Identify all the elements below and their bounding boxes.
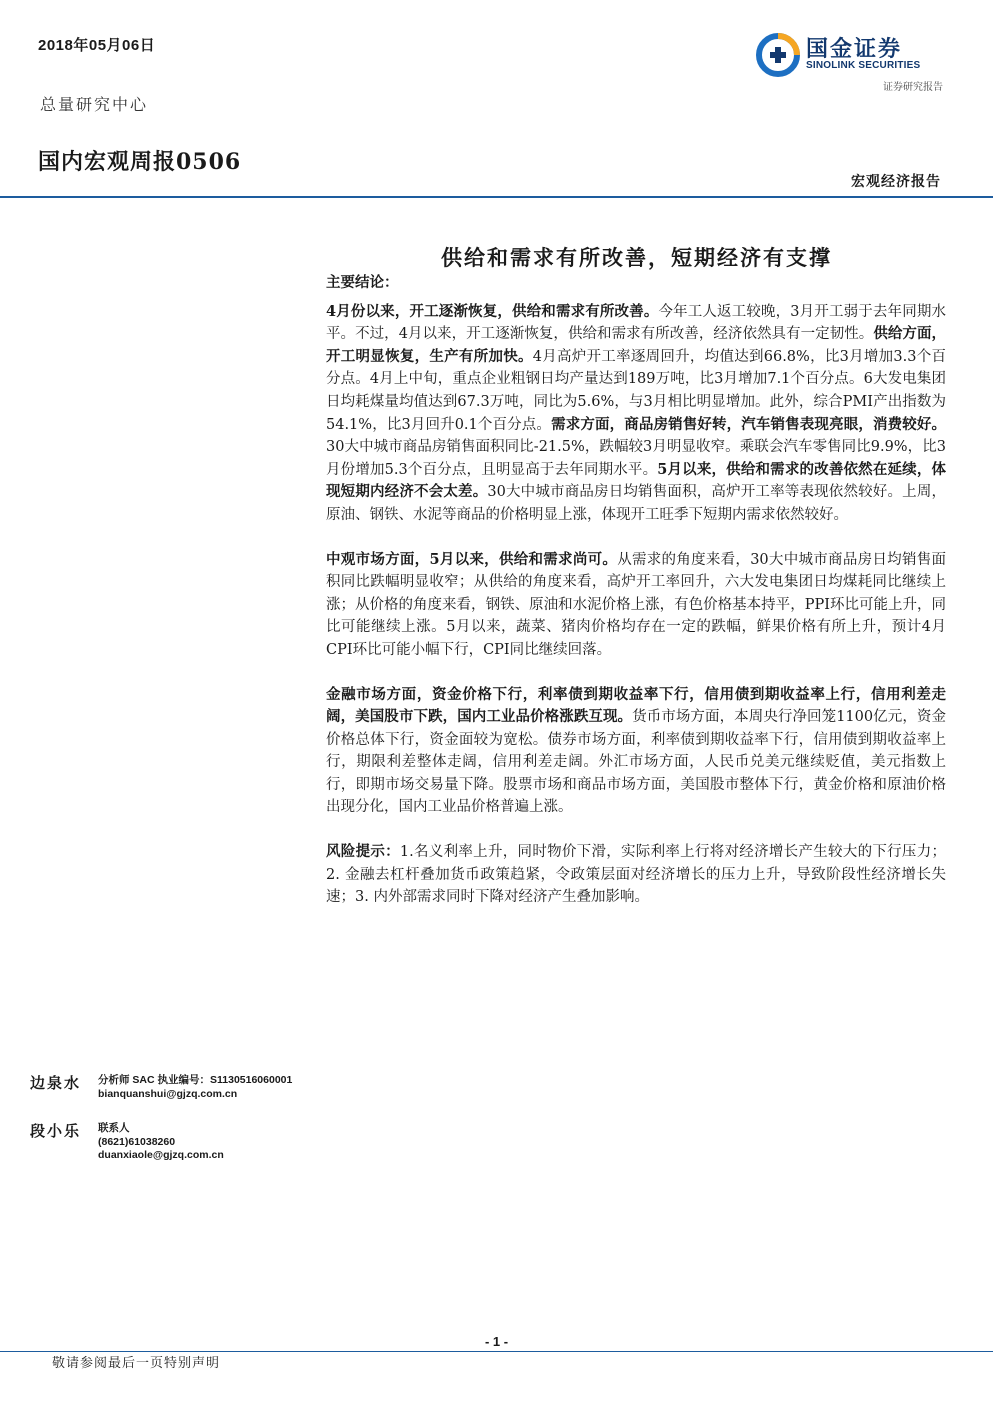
p2-text-1: 从需求的角度来看，30大中城市商品房日均销售面积同比跌幅明显收窄；从供给的角度来看，高炉开工率回升，六大发电集团日均煤耗同比继续上涨；从价格的角度来看，钢铁、原油和水泥价格上涨，有色价格基本持平，PPI环比可能上升，同比可能继续上涨。5月以来，蔬菜、猪肉价格均存在一定的跌幅，鲜果价格有所上升，预计4月CPI环比可能小幅下行，CPI同比继续回落。 — [326, 551, 947, 658]
author-block — [30, 1120, 224, 1161]
paragraph-financial-market — [326, 684, 946, 820]
author-role: 联系人 — [98, 1122, 130, 1134]
logo-name-cn: 国金证券 — [806, 37, 903, 62]
paragraph-meso-market — [326, 549, 946, 662]
p1-text-4: 30大中城市商品房日均销售面积，高炉开工率等表现依然较好。上周，原油、钢铁、水泥等商品的价格明显上涨，体现开工旺季下短期内需求依然较好。 — [326, 484, 946, 523]
report-date: 2018年05月06日 — [38, 37, 156, 54]
p3-text-1: 货币市场方面，本周央行净回笼1100亿元，资金价格总体下行，资金面较为宽松。债券市场方面，利率债到期收益率下行，信用债到期收益率上行，期限利差整体走阔，信用利差走阔。外汇市场方面，人民币兑美元继续贬值，美元指数上行，即期市场交易量下降。股票市场和商品市场方面，美国股市整体下行，黄金价格和原油价格出现分化，国内工业品价格普遍上涨。 — [326, 709, 946, 816]
report-type: 宏观经济报告 — [851, 174, 941, 190]
header-divider — [0, 196, 993, 198]
sinolink-logo-icon — [756, 33, 800, 77]
page-number: - 1 - — [484, 1334, 509, 1349]
author-phone: (8621)61038260 — [98, 1135, 176, 1148]
report-title: 国内宏观周报0506 — [38, 149, 242, 175]
footer-disclaimer: 敬请参阅最后一页特别声明 — [52, 1356, 221, 1371]
p1-bold-2: 供给方面，开工明显恢复，生产有所加快。 — [326, 325, 946, 365]
author-info — [98, 1122, 224, 1163]
logo-subtitle: 证券研究报告 — [883, 82, 943, 93]
author-block — [30, 1072, 293, 1100]
p1-text-1: 今年工人返工较晚，3月开工弱于去年同期水平。不过，4月以来，开工逐渐恢复，供给和需求有所改善，经济依然具有一定韧性。 — [326, 303, 946, 343]
author-name: 段小乐 — [30, 1122, 82, 1140]
p4-text-1: 1.名义利率上升，同时物价下滑，实际利率上行将对经济增长产生较大的下行压力；2. 金融去杠杆叠加货币政策趋紧，令政策层面对经济增长的压力上升，导致阶段性经济增长失速；3. 内外部需求同时下降对经济产生叠加影响。 — [326, 844, 946, 906]
author-name: 边泉水 — [30, 1074, 82, 1092]
logo-name-en: SINOLINK SECURITIES — [806, 60, 921, 71]
p1-text-2: 4月高炉开工率逐周回升，均值达到66.8%，比3月增加3.3个百分点。4月上中旬，重点企业粗钢日均产量达到189万吨，比3月增加7.1个百分点。6大发电集团日均耗煤量均值达到67.3万吨，同比为5.6%，与3月相比明显增加。此外，综合PMI产出指数为54.1%，比3月回升0.1个百分点。 — [326, 348, 947, 433]
p2-bold-1: 中观市场方面，5月以来，供给和需求尚可。 — [326, 550, 618, 568]
conclusion-label: 主要结论： — [326, 274, 399, 291]
p1-text-3: 30大中城市商品房销售面积同比-21.5%，跌幅较3月明显收窄。乘联会汽车零售同比9.9%，比3月份增加5.3个百分点，且明显高于去年同期水平。 — [326, 439, 946, 478]
main-heading: 供给和需求有所改善，短期经济有支撑 — [441, 245, 832, 270]
p1-bold-4: 5月以来，供给和需求的改善依然在延续，体现短期内经济不会太差。 — [326, 460, 946, 501]
p3-bold-1: 金融市场方面，资金价格下行，利率债到期收益率下行，信用债到期收益率上行，信用利差走阔，美国股市下跌，国内工业品价格涨跌互现。 — [326, 685, 946, 726]
paragraph-risk-warning — [326, 841, 946, 909]
author-info — [98, 1074, 292, 1101]
p1-bold-3: 需求方面，商品房销售好转，汽车销售表现亮眼，消费较好。 — [551, 415, 946, 433]
department-name: 总量研究中心 — [40, 95, 149, 114]
paragraph-supply-demand — [326, 301, 946, 527]
summary-content — [326, 272, 946, 931]
author-email[interactable]: duanxiaole@gjzq.com.cn — [98, 1149, 224, 1161]
p4-bold-1: 风险提示： — [326, 843, 400, 861]
author-email[interactable]: bianquanshui@gjzq.com.cn — [98, 1087, 238, 1100]
p1-bold-1: 4月份以来，开工逐渐恢复，供给和需求有所改善。 — [326, 302, 659, 320]
author-sac-number: 分析师 SAC 执业编号：S1130516060001 — [98, 1074, 293, 1086]
